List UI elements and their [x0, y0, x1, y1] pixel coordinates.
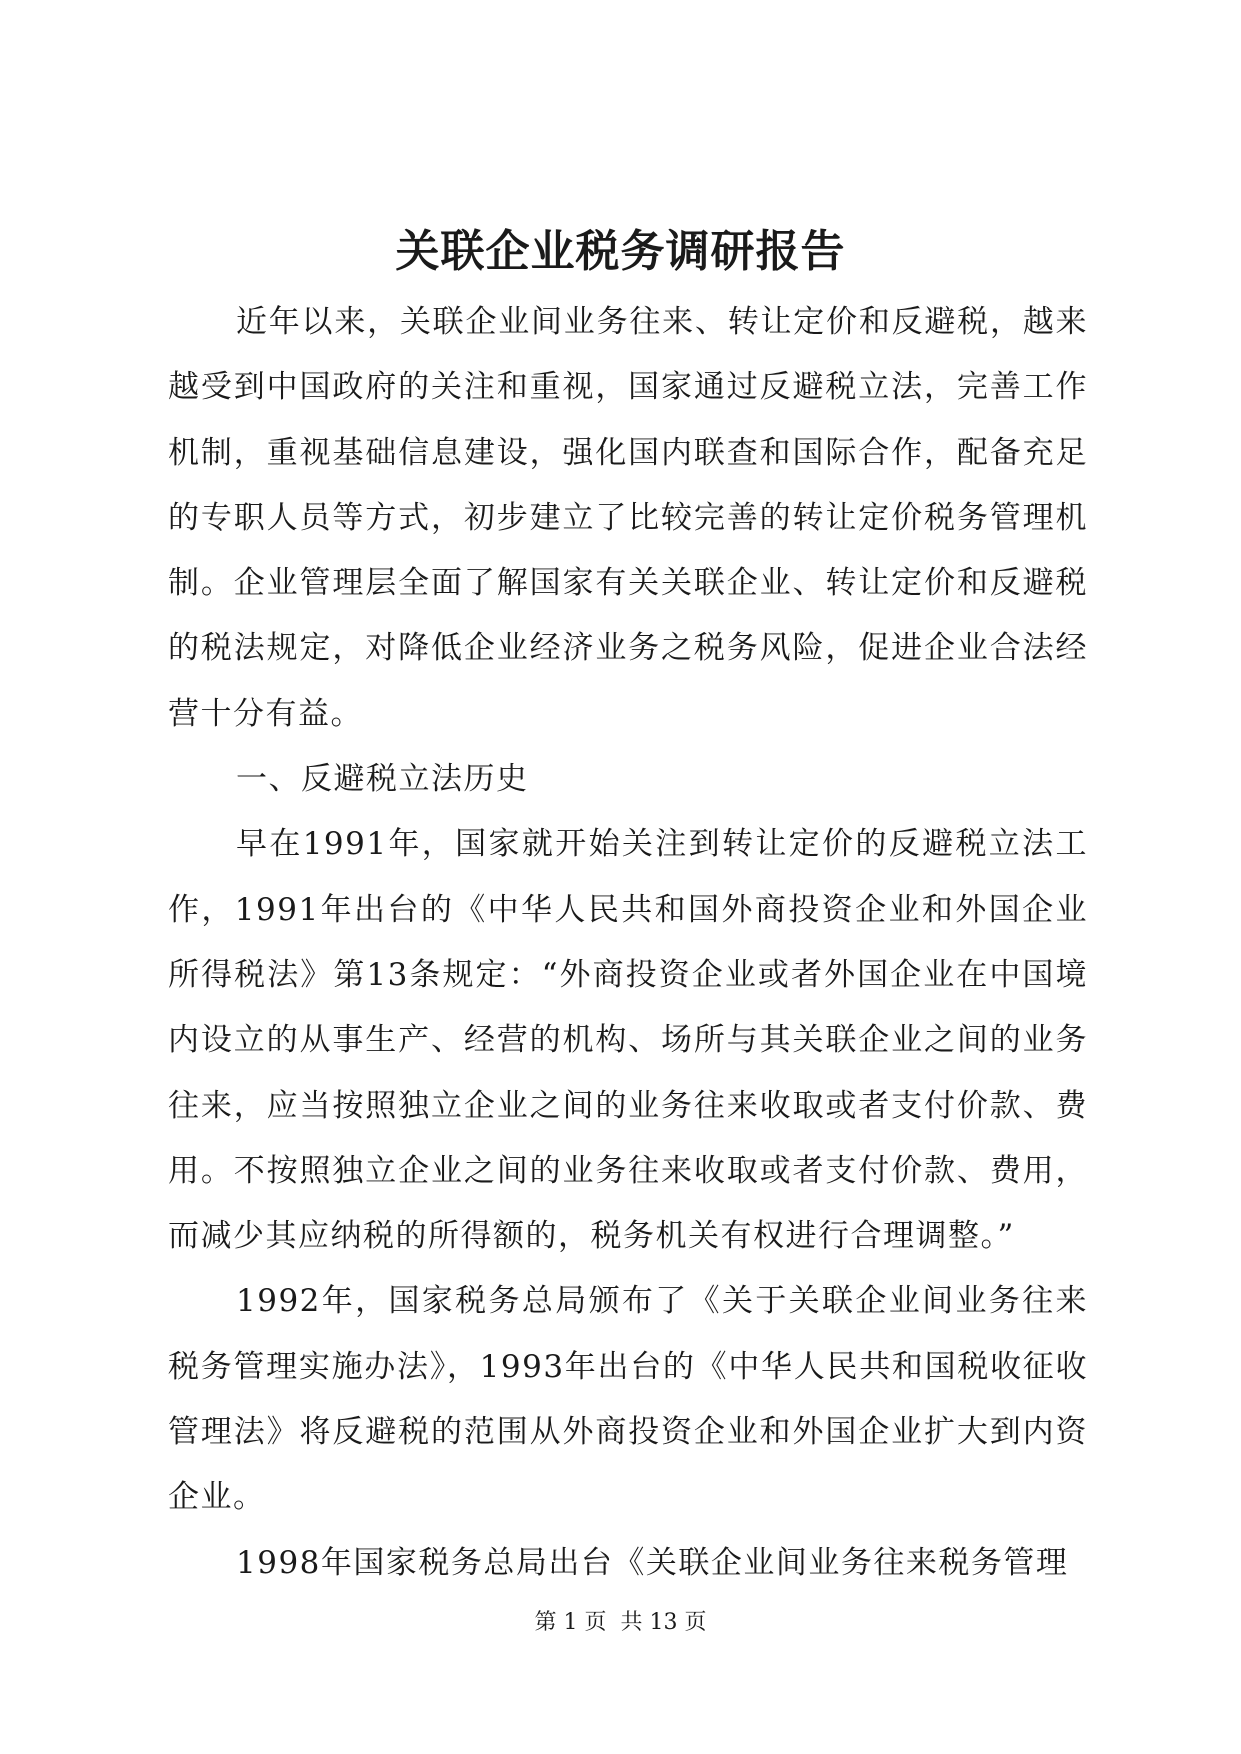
paragraph-intro: 近年以来，关联企业间业务往来、转让定价和反避税，越来越受到中国政府的关注和重视，国家通过反避税立法，完善工作机制，重视基础信息建设，强化国内联查和国际合作，配备充足的专职人员等方式，初步建立了比较完善的转让定价税务管理机制。企业管理层全面了解国家有关关联企业、转让定价和反避税的税法规定，对降低企业经济业务之税务风险，促进企业合法经营十分有益。	[168, 304, 1088, 732]
paragraph-1992-measures: 1992年，国家税务总局颁布了《关于关联企业间业务往来税务管理实施办法》，1993年出台的《中华人民共和国税收征收管理法》将反避税的范围从外商投资企业和外国企业扩大到内资企业。	[168, 1283, 1088, 1516]
page-number: 第 1 页 共 13 页	[534, 1610, 707, 1635]
document-body	[168, 290, 1088, 1596]
section-heading: 一、反避税立法历史	[236, 761, 529, 798]
paragraph-1998-rules: 1998年国家税务总局出台《关联企业间业务往来税务管理	[236, 1544, 1069, 1581]
paragraph-1991-law: 早在1991年，国家就开始关注到转让定价的反避税立法工作，1991年出台的《中华人民共和国外商投资企业和外国企业所得税法》第13条规定：“外商投资企业或者外国企业在中国境内设立的从事生产、经营的机构、场所与其关联企业之间的业务往来，应当按照独立企业之间的业务往来收取或者支付价款、费用。不按照独立企业之间的业务往来收取或者支付价款、费用，而减少其应纳税的所得额的，税务机关有权进行合理调整。”	[168, 826, 1088, 1255]
document-title: 关联企业税务调研报告	[395, 226, 846, 277]
page-footer	[0, 1608, 1241, 1638]
